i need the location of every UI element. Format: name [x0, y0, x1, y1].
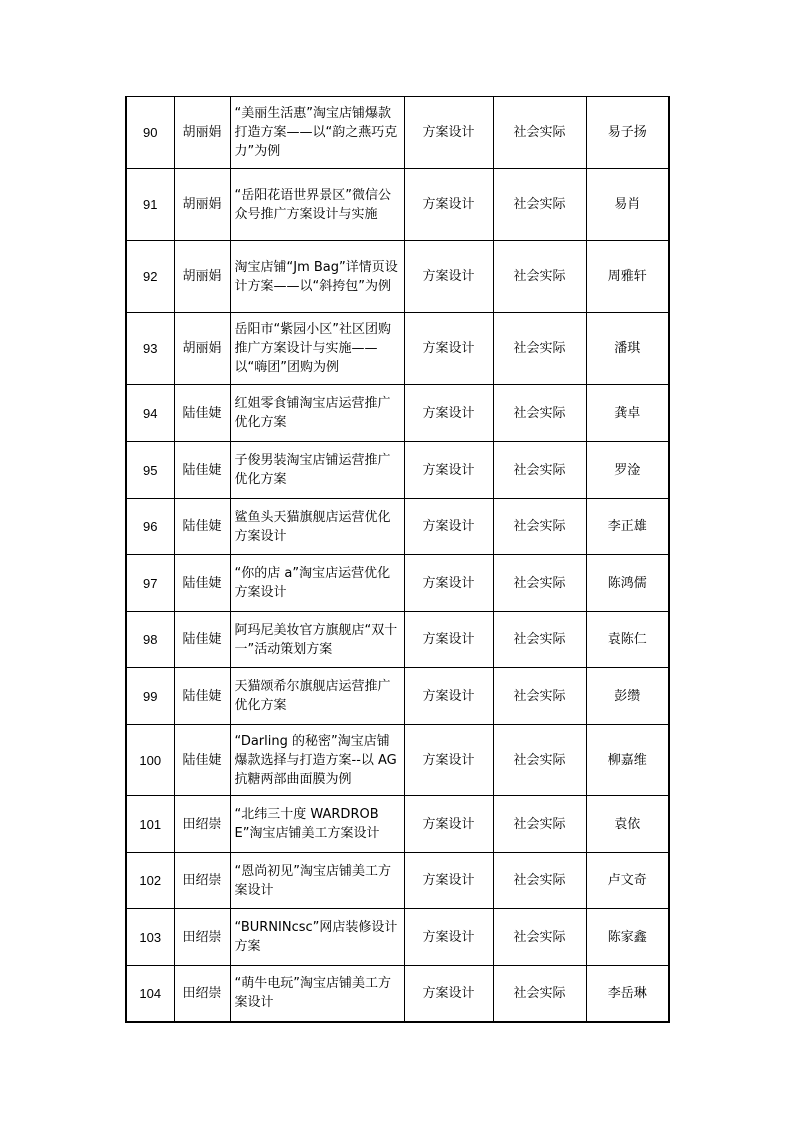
project-title-cell: 阿玛尼美妆官方旗舰店“双十一”活动策划方案: [230, 612, 404, 668]
project-source-cell: 社会实际: [493, 442, 586, 499]
project-source-cell: 社会实际: [493, 385, 586, 442]
project-source-cell: 社会实际: [493, 796, 586, 853]
project-source-cell: 社会实际: [493, 668, 586, 725]
project-type-cell: 方案设计: [404, 385, 493, 442]
project-type-cell: 方案设计: [404, 966, 493, 1022]
student-cell: 陈鸿儒: [586, 555, 669, 612]
student-cell: 卢文奇: [586, 853, 669, 909]
row-number-cell: 104: [126, 966, 174, 1022]
teacher-cell: 田绍崇: [174, 966, 230, 1022]
teacher-cell: 田绍崇: [174, 796, 230, 853]
project-source-cell: 社会实际: [493, 725, 586, 796]
project-title-cell: 淘宝店铺“Jm Bag”详情页设计方案——以“斜挎包”为例: [230, 241, 404, 313]
project-type-cell: 方案设计: [404, 97, 493, 169]
teacher-cell: 陆佳婕: [174, 668, 230, 725]
table-body: [126, 97, 669, 1022]
project-title-cell: “萌牛电玩”淘宝店铺美工方案设计: [230, 966, 404, 1022]
student-cell: 周雅轩: [586, 241, 669, 313]
student-cell: 易肖: [586, 169, 669, 241]
student-cell: 陈家鑫: [586, 909, 669, 966]
project-type-cell: 方案设计: [404, 442, 493, 499]
project-type-cell: 方案设计: [404, 612, 493, 668]
teacher-cell: 陆佳婕: [174, 555, 230, 612]
teacher-cell: 胡丽娟: [174, 169, 230, 241]
student-cell: 彭缵: [586, 668, 669, 725]
project-type-cell: 方案设计: [404, 853, 493, 909]
teacher-cell: 田绍崇: [174, 853, 230, 909]
row-number-cell: 96: [126, 499, 174, 555]
row-number-cell: 102: [126, 853, 174, 909]
student-cell: 龚卓: [586, 385, 669, 442]
student-cell: 易子扬: [586, 97, 669, 169]
row-number-cell: 101: [126, 796, 174, 853]
project-type-cell: 方案设计: [404, 169, 493, 241]
table-row: [126, 853, 669, 909]
table-row: [126, 909, 669, 966]
teacher-cell: 胡丽娟: [174, 97, 230, 169]
table-row: [126, 169, 669, 241]
row-number-cell: 90: [126, 97, 174, 169]
project-title-cell: “Darling 的秘密”淘宝店铺爆款选择与打造方案--以 AG 抗糖两部曲面膜为例: [230, 725, 404, 796]
teacher-cell: 陆佳婕: [174, 499, 230, 555]
project-title-cell: 红姐零食铺淘宝店运营推广优化方案: [230, 385, 404, 442]
project-title-cell: 子俊男装淘宝店铺运营推广优化方案: [230, 442, 404, 499]
project-title-cell: “恩尚初见”淘宝店铺美工方案设计: [230, 853, 404, 909]
project-source-cell: 社会实际: [493, 241, 586, 313]
teacher-cell: 田绍崇: [174, 909, 230, 966]
teacher-cell: 陆佳婕: [174, 612, 230, 668]
table-row: [126, 241, 669, 313]
row-number-cell: 99: [126, 668, 174, 725]
project-title-cell: 鲨鱼头天猫旗舰店运营优化方案设计: [230, 499, 404, 555]
project-source-cell: 社会实际: [493, 966, 586, 1022]
row-number-cell: 94: [126, 385, 174, 442]
project-type-cell: 方案设计: [404, 909, 493, 966]
table-row: [126, 668, 669, 725]
student-cell: 柳嘉维: [586, 725, 669, 796]
row-number-cell: 97: [126, 555, 174, 612]
student-cell: 袁依: [586, 796, 669, 853]
table-row: [126, 555, 669, 612]
table-row: [126, 442, 669, 499]
teacher-cell: 胡丽娟: [174, 313, 230, 385]
project-title-cell: 岳阳市“紫园小区”社区团购推广方案设计与实施——以“嗨团”团购为例: [230, 313, 404, 385]
project-source-cell: 社会实际: [493, 499, 586, 555]
table-row: [126, 966, 669, 1022]
row-number-cell: 100: [126, 725, 174, 796]
project-type-cell: 方案设计: [404, 796, 493, 853]
project-type-cell: 方案设计: [404, 555, 493, 612]
project-title-cell: “美丽生活惠”淘宝店铺爆款打造方案——以“韵之燕巧克力”为例: [230, 97, 404, 169]
table-row: [126, 725, 669, 796]
project-title-cell: “你的店 a”淘宝店运营优化方案设计: [230, 555, 404, 612]
project-table: [125, 96, 670, 1023]
table-row: [126, 796, 669, 853]
project-title-cell: “岳阳花语世界景区”微信公众号推广方案设计与实施: [230, 169, 404, 241]
row-number-cell: 98: [126, 612, 174, 668]
project-title-cell: 天猫颂希尔旗舰店运营推广优化方案: [230, 668, 404, 725]
table-row: [126, 385, 669, 442]
table-row: [126, 612, 669, 668]
row-number-cell: 103: [126, 909, 174, 966]
student-cell: 罗淦: [586, 442, 669, 499]
student-cell: 潘琪: [586, 313, 669, 385]
project-type-cell: 方案设计: [404, 313, 493, 385]
project-source-cell: 社会实际: [493, 97, 586, 169]
teacher-cell: 陆佳婕: [174, 442, 230, 499]
row-number-cell: 91: [126, 169, 174, 241]
project-source-cell: 社会实际: [493, 909, 586, 966]
student-cell: 袁陈仁: [586, 612, 669, 668]
table-row: [126, 499, 669, 555]
project-title-cell: “北纬三十度 WARDROBE”淘宝店铺美工方案设计: [230, 796, 404, 853]
project-source-cell: 社会实际: [493, 612, 586, 668]
project-type-cell: 方案设计: [404, 725, 493, 796]
table-row: [126, 313, 669, 385]
row-number-cell: 92: [126, 241, 174, 313]
project-source-cell: 社会实际: [493, 853, 586, 909]
student-cell: 李正雄: [586, 499, 669, 555]
row-number-cell: 93: [126, 313, 174, 385]
project-type-cell: 方案设计: [404, 241, 493, 313]
row-number-cell: 95: [126, 442, 174, 499]
project-source-cell: 社会实际: [493, 169, 586, 241]
table-row: [126, 97, 669, 169]
student-cell: 李岳琳: [586, 966, 669, 1022]
teacher-cell: 陆佳婕: [174, 385, 230, 442]
teacher-cell: 胡丽娟: [174, 241, 230, 313]
teacher-cell: 陆佳婕: [174, 725, 230, 796]
project-type-cell: 方案设计: [404, 499, 493, 555]
project-title-cell: “BURNINcsc”网店装修设计方案: [230, 909, 404, 966]
project-source-cell: 社会实际: [493, 313, 586, 385]
project-type-cell: 方案设计: [404, 668, 493, 725]
project-source-cell: 社会实际: [493, 555, 586, 612]
